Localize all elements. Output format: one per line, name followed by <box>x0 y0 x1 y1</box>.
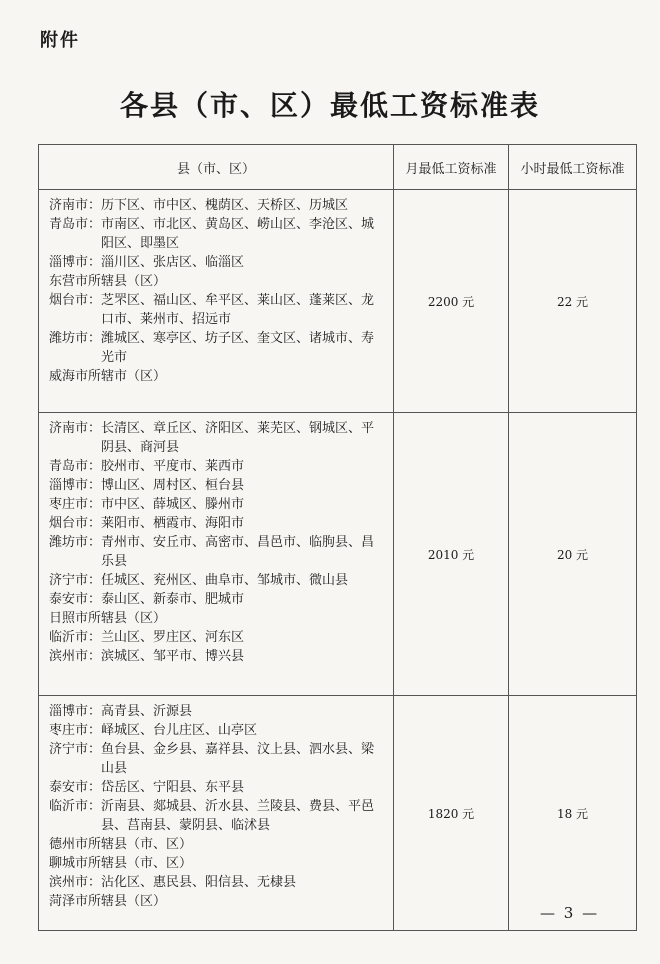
district-list: 鱼台县、金乡县、嘉祥县、汶上县、泗水县、梁山县 <box>101 742 375 776</box>
district-list: 潍城区、寒亭区、坊子区、奎文区、诸城市、寿光市 <box>101 331 375 365</box>
region-entry <box>49 495 387 514</box>
region-entry <box>49 533 387 571</box>
hourly-wage-cell: 18 元 <box>509 696 637 931</box>
table-header-row <box>39 145 637 190</box>
region-entry <box>49 272 387 291</box>
page-title: 各县（市、区）最低工资标准表 <box>119 89 540 122</box>
region-entry <box>49 892 387 911</box>
region-entry <box>49 647 387 666</box>
monthly-wage-cell: 2200 元 <box>394 190 509 413</box>
column-header-hourly: 小时最低工资标准 <box>509 145 637 190</box>
district-list: 长清区、章丘区、济阳区、莱芜区、钢城区、平阴县、商河县 <box>101 421 375 455</box>
region-entry <box>49 215 387 253</box>
district-list: 日照市所辖县（区） <box>49 611 167 626</box>
district-list: 岱岳区、宁阳县、东平县 <box>101 780 245 795</box>
region-entry <box>49 740 387 778</box>
district-list: 淄川区、张店区、临淄区 <box>101 255 245 270</box>
city-name: 淄博市： <box>49 255 102 270</box>
region-entry <box>49 835 387 854</box>
district-list: 沂南县、郯城县、沂水县、兰陵县、费县、平邑县、莒南县、蒙阴县、临沭县 <box>101 799 375 833</box>
column-header-region: 县（市、区） <box>39 145 394 190</box>
region-entry <box>49 873 387 892</box>
district-list: 峄城区、台儿庄区、山亭区 <box>101 723 258 738</box>
table-row <box>39 413 637 696</box>
region-entry <box>49 514 387 533</box>
district-list: 博山区、周村区、桓台县 <box>101 478 245 493</box>
region-cell <box>39 190 394 413</box>
district-list: 兰山区、罗庄区、河东区 <box>101 630 245 645</box>
district-list: 菏泽市所辖县（区） <box>49 894 167 909</box>
district-list: 德州市所辖县（市、区） <box>49 837 193 852</box>
district-list: 滨城区、邹平市、博兴县 <box>101 649 245 664</box>
table-row <box>39 696 637 931</box>
city-name: 济南市： <box>49 421 102 436</box>
region-entry <box>49 476 387 495</box>
city-name: 淄博市： <box>49 704 102 719</box>
district-list: 任城区、兖州区、曲阜市、邹城市、微山县 <box>101 573 349 588</box>
district-list: 市中区、薛城区、滕州市 <box>101 497 245 512</box>
city-name: 济宁市： <box>49 742 102 757</box>
monthly-wage-cell: 2010 元 <box>394 413 509 696</box>
region-cell <box>39 696 394 931</box>
region-entry <box>49 778 387 797</box>
city-name: 济南市： <box>49 198 102 213</box>
district-list: 泰山区、新泰市、肥城市 <box>101 592 245 607</box>
region-cell <box>39 413 394 696</box>
column-header-monthly: 月最低工资标准 <box>394 145 509 190</box>
region-entry <box>49 609 387 628</box>
monthly-wage-cell: 1820 元 <box>394 696 509 931</box>
city-name: 滨州市： <box>49 875 102 890</box>
district-list: 胶州市、平度市、莱西市 <box>101 459 245 474</box>
district-list: 历下区、市中区、槐荫区、天桥区、历城区 <box>101 198 349 213</box>
district-list: 莱阳市、栖霞市、海阳市 <box>101 516 245 531</box>
district-list: 东营市所辖县（区） <box>49 274 167 289</box>
region-entry <box>49 196 387 215</box>
city-name: 泰安市： <box>49 592 102 607</box>
city-name: 济宁市： <box>49 573 102 588</box>
city-name: 滨州市： <box>49 649 102 664</box>
city-name: 临沂市： <box>49 630 102 645</box>
region-entry <box>49 329 387 367</box>
city-name: 枣庄市： <box>49 723 102 738</box>
region-entry <box>49 571 387 590</box>
hourly-wage-cell: 20 元 <box>509 413 637 696</box>
city-name: 烟台市： <box>49 516 102 531</box>
city-name: 淄博市： <box>49 478 102 493</box>
city-name: 泰安市： <box>49 780 102 795</box>
city-name: 潍坊市： <box>49 535 102 550</box>
minimum-wage-table <box>38 144 637 931</box>
district-list: 市南区、市北区、黄岛区、崂山区、李沧区、城阳区、即墨区 <box>101 217 375 251</box>
city-name: 青岛市： <box>49 459 102 474</box>
hourly-wage-cell: 22 元 <box>509 190 637 413</box>
region-entry <box>49 253 387 272</box>
region-entry <box>49 419 387 457</box>
region-entry <box>49 628 387 647</box>
region-entry <box>49 797 387 835</box>
district-list: 威海市所辖市（区） <box>49 369 167 384</box>
city-name: 青岛市： <box>49 217 102 232</box>
city-name: 潍坊市： <box>49 331 102 346</box>
district-list: 青州市、安丘市、高密市、昌邑市、临朐县、昌乐县 <box>101 535 375 569</box>
region-entry <box>49 721 387 740</box>
district-list: 沾化区、惠民县、阳信县、无棣县 <box>101 875 297 890</box>
region-entry <box>49 590 387 609</box>
district-list: 芝罘区、福山区、牟平区、莱山区、蓬莱区、龙口市、莱州市、招远市 <box>101 293 375 327</box>
region-entry <box>49 702 387 721</box>
page-number: — 3 — <box>540 904 600 922</box>
region-entry <box>49 854 387 873</box>
district-list: 聊城市所辖县（市、区） <box>49 856 193 871</box>
attachment-label: 附件 <box>40 30 80 51</box>
district-list: 高青县、沂源县 <box>101 704 193 719</box>
region-entry <box>49 291 387 329</box>
region-entry <box>49 457 387 476</box>
city-name: 枣庄市： <box>49 497 102 512</box>
city-name: 烟台市： <box>49 293 102 308</box>
table-row <box>39 190 637 413</box>
region-entry <box>49 367 387 386</box>
city-name: 临沂市： <box>49 799 102 814</box>
